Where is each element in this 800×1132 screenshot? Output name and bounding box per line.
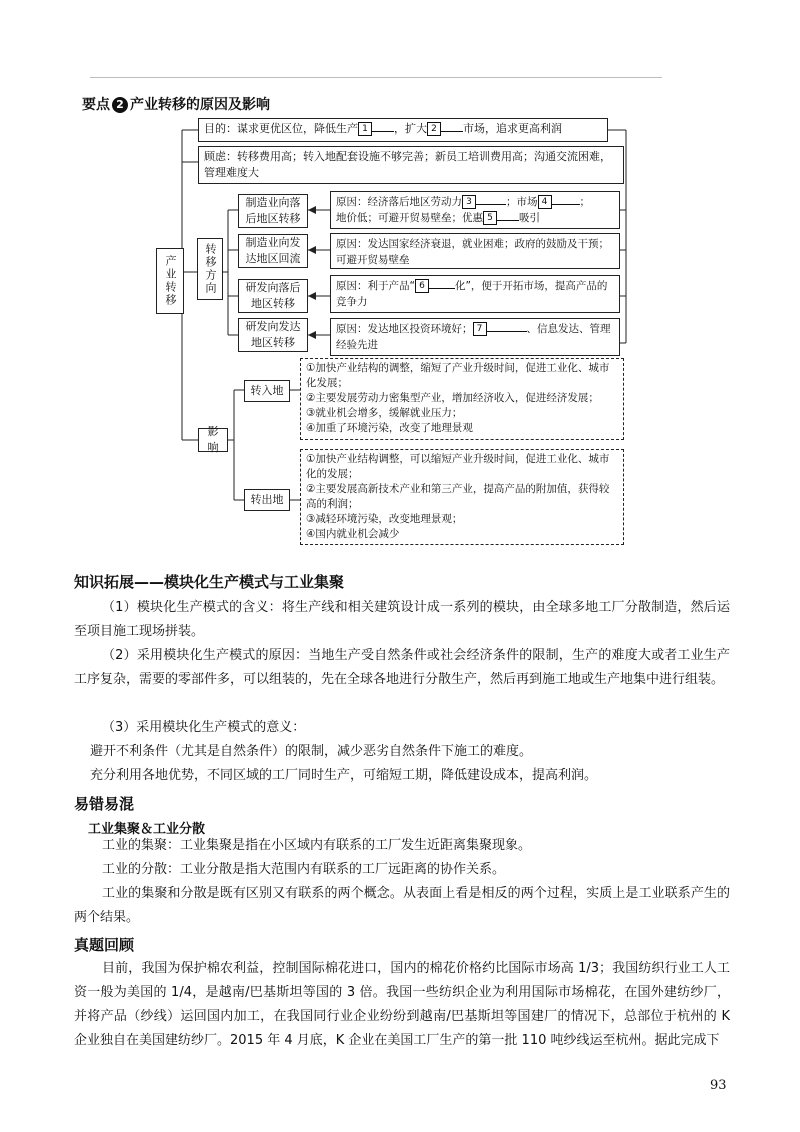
out-label-box: 转出地 bbox=[244, 489, 290, 511]
mistake-paragraph: 工业的集聚和分散是既有区别又有联系的两个概念。从表面上看是相反的两个过程，实质上是工业联系产生的两个结果。 bbox=[74, 886, 730, 925]
out-impact-box: ①加快产业结构调整，可以缩短产业升级时间，促进工业化、城市化的发展； ②主要发展高新技术产业和第三产业，提高产品的附加值，获得较高的利润； ③减轻环境污染，改变地理景观； ④国内就业机会减少 bbox=[300, 449, 624, 545]
purpose-box: 目的：谋求更优区位，降低生产 1 ，扩大 2 市场，追求更高利润 bbox=[198, 118, 608, 142]
impact-box: 影响 bbox=[198, 428, 228, 452]
real-title: 真题回顾 bbox=[74, 936, 135, 954]
direction-box: 转移方向 bbox=[197, 238, 223, 300]
worry-box: 顾虑：转移费用高；转入地配套设施不够完善；新员工培训费用高；沟通交流困难，管理难度大 bbox=[198, 146, 624, 184]
dir-item: 制造业向发达地区回流 bbox=[238, 234, 308, 268]
ext-paragraph: （2）采用模块化生产模式的原因：当地生产受自然条件或社会经济条件的限制，生产的难度大或者工业生产工序复杂，需要的零部件多，可以组装的，先在全球各地进行分散生产，然后再到施工地或生产地集中进行组装。 bbox=[74, 648, 730, 687]
section-title: 要点 2 产业转移的原因及影响 bbox=[82, 97, 270, 113]
mistake-paragraph: 工业的分散：工业分散是指大范围内有联系的工厂远距离的协作关系。 bbox=[102, 862, 506, 877]
ext-paragraph: （1）模块化生产模式的含义：将生产线和相关建筑设计成一系列的模块，由全球多地工厂分散制造，然后运至项目施工现场拼装。 bbox=[74, 600, 730, 639]
reason-box: 原因：经济落后地区劳动力 3 ；市场 4 ； 地价低；可避开贸易壁垒；优惠 5 吸引 bbox=[330, 191, 620, 229]
concept-diagram bbox=[0, 0, 800, 560]
reason-box: 原因：发达国家经济衰退，就业困难；政府的鼓励及干预；可避开贸易壁垒 bbox=[330, 233, 620, 269]
mistake-title: 易错易混 bbox=[74, 795, 135, 813]
mistake-subtitle: 工业集聚＆工业分散 bbox=[88, 822, 206, 837]
root-box: 产业转移 bbox=[156, 248, 184, 314]
ext-title: 知识拓展——模块化生产模式与工业集聚 bbox=[74, 573, 345, 591]
real-paragraph: 目前，我国为保护棉农利益，控制国际棉花进口，国内的棉花价格约比国际市场高 1/3；我国纺织行业工人工资一般为美国的 1/4，是越南/巴基斯坦等国的 3 倍。我国一些纺织企业为利用国际市场棉花，在国外建纺纱厂，并将产品（纱线）运回国内加工，在我国同行业企业纷纷到越南/巴基斯坦等国建厂的情况下，总部位于杭州的 K 企业独自在美国建纺纱厂。2015 年 4 月底，K 企业在美国工厂生产的第一批 110 吨纱线运至杭州。据此完成下 bbox=[74, 961, 730, 1048]
in-label-box: 转入地 bbox=[244, 380, 290, 402]
ext-paragraph: 充分利用各地优势，不同区域的工厂同时生产，可缩短工期，降低建设成本，提高利润。 bbox=[90, 768, 598, 783]
dir-item: 制造业向落后地区转移 bbox=[238, 194, 308, 228]
ext-paragraph: （3）采用模块化生产模式的意义： bbox=[102, 720, 306, 735]
number-badge-icon: 2 bbox=[112, 97, 128, 113]
page-number: 93 bbox=[710, 1078, 727, 1093]
dir-item: 研发向发达地区转移 bbox=[238, 318, 308, 352]
ext-paragraph: 避开不利条件（尤其是自然条件）的限制，减少恶劣自然条件下施工的难度。 bbox=[90, 744, 533, 759]
reason-box: 原因：发达地区投资环境好； 7 、信息发达、管理经验先进 bbox=[330, 318, 620, 356]
in-impact-box: ①加快产业结构的调整，缩短了产业升级时间，促进工业化、城市化发展； ②主要发展劳动力密集型产业，增加经济收入，促进经济发展； ③就业机会增多，缓解就业压力； ④加重了环境污染，改变了地理景观 bbox=[300, 358, 624, 440]
dir-item: 研发向落后地区转移 bbox=[238, 279, 308, 313]
mistake-paragraph: 工业的集聚：工业集聚是指在小区域内有联系的工厂发生近距离集聚现象。 bbox=[102, 838, 532, 853]
reason-box: 原因：利于产品“ 6 化”，便于开拓市场，提高产品的竞争力 bbox=[330, 275, 620, 313]
